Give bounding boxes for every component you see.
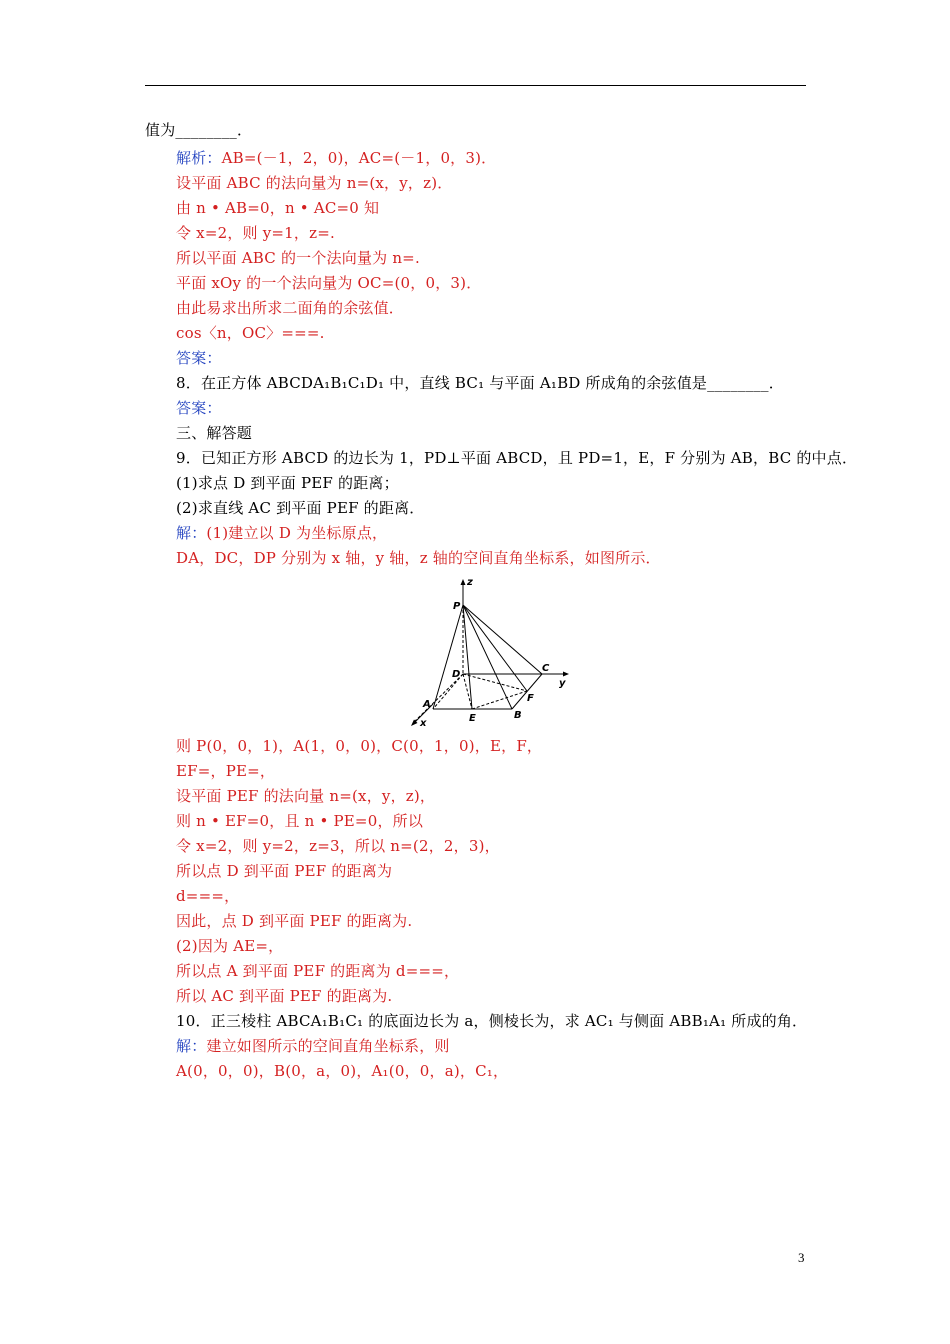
text-segment: 三、解答题 — [176, 424, 253, 442]
text-line — [145, 120, 252, 140]
text-line — [176, 548, 661, 568]
label-A: A — [423, 699, 431, 710]
text-segment: 平面 xOy 的一个法向量为 OC=(0，0，3)． — [176, 274, 482, 292]
text-segment: 所以平面 ABC 的一个法向量为 n=. — [176, 249, 420, 267]
text-line — [176, 373, 784, 393]
text-line — [176, 448, 857, 468]
text-segment: 值为________． — [145, 121, 253, 139]
label-B: B — [514, 710, 522, 721]
label-z: z — [467, 577, 473, 588]
text-line — [176, 836, 500, 856]
edge-DF — [463, 674, 527, 691]
text-line — [176, 811, 423, 831]
text-line — [176, 198, 379, 218]
label-E: E — [469, 713, 476, 724]
text-line — [176, 786, 435, 806]
label-y: y — [559, 678, 566, 689]
text-segment: 解析： — [176, 149, 222, 167]
text-segment: 8．在正方体 ABCDA₁B₁C₁D₁ 中，直线 BC₁ 与平面 A₁BD 所成角的余弦值是________． — [176, 374, 784, 392]
text-segment: 10．正三棱柱 ABCA₁B₁C₁ 的底面边长为 a，侧棱长为，求 AC₁ 与侧面 ABB₁A₁ 所成的角． — [176, 1012, 808, 1030]
text-segment: 由 n • AB=0，n • AC=0 知 — [176, 199, 380, 217]
text-segment: DA，DC，DP 分别为 x 轴，y 轴，z 轴的空间直角坐标系，如图所示． — [176, 549, 661, 567]
text-line — [176, 1061, 508, 1081]
label-F: F — [527, 693, 534, 704]
text-line — [176, 348, 222, 368]
text-segment: 因此，点 D 到平面 PEF 的距离为. — [176, 912, 413, 930]
label-C: C — [542, 663, 550, 674]
text-line — [176, 936, 283, 956]
text-line — [176, 886, 239, 906]
edge-EF — [472, 691, 527, 709]
text-line — [176, 173, 453, 193]
text-segment: 答案： — [176, 349, 222, 367]
text-segment: A(0，0，0)，B(0，a，0)，A₁(0，0，a)，C₁， — [176, 1062, 509, 1080]
text-line — [176, 323, 325, 343]
text-line — [176, 911, 412, 931]
label-x: x — [420, 718, 427, 729]
text-line — [176, 498, 424, 518]
text-line — [176, 473, 399, 493]
text-segment: 解： — [176, 1037, 207, 1055]
text-segment: 由此易求出所求二面角的余弦值． — [176, 299, 405, 317]
text-line — [176, 1036, 450, 1056]
edge-PC — [463, 605, 542, 674]
text-segment: 令 x=2，则 y=2，z=3，所以 n=(2，2，3)， — [176, 837, 500, 855]
text-line — [176, 148, 496, 168]
pyramid-figure — [405, 573, 585, 733]
text-segment: (2)因为 AE=， — [176, 937, 284, 955]
header-rule — [145, 85, 806, 86]
text-line — [176, 523, 387, 543]
text-line — [176, 986, 392, 1006]
text-line — [176, 398, 222, 418]
text-line — [176, 736, 542, 756]
x-axis — [415, 674, 463, 721]
text-segment: (1)建立以 D 为坐标原点， — [206, 524, 388, 542]
text-segment: d===， — [176, 887, 240, 905]
text-line — [176, 298, 404, 318]
text-segment: 设平面 ABC 的法向量为 n=(x，y，z)． — [176, 174, 453, 192]
text-segment: 解： — [176, 524, 207, 542]
label-P: P — [453, 601, 461, 612]
text-line — [176, 1011, 807, 1031]
text-line — [176, 423, 252, 443]
text-line — [176, 273, 481, 293]
text-segment: 所以点 D 到平面 PEF 的距离为 — [176, 862, 393, 880]
text-segment: cos〈n，OC〉===. — [176, 324, 325, 342]
text-segment: 所以 AC 到平面 PEF 的距离为. — [176, 987, 393, 1005]
text-segment: 则 n • EF=0，且 n • PE=0，所以 — [176, 812, 424, 830]
text-segment: 建立如图所示的空间直角坐标系，则 — [206, 1037, 450, 1055]
label-D: D — [452, 669, 461, 680]
edge-PA — [433, 605, 463, 709]
text-line — [176, 223, 335, 243]
text-segment: 设平面 PEF 的法向量 n=(x，y，z)， — [176, 787, 436, 805]
text-segment: (1)求点 D 到平面 PEF 的距离； — [176, 474, 399, 492]
page-number: 3 — [798, 1250, 805, 1265]
text-segment: 所以点 A 到平面 PEF 的距离为 d===， — [176, 962, 460, 980]
text-segment: 9．已知正方形 ABCD 的边长为 1，PD⊥平面 ABCD，且 PD=1，E，F 分别为 AB，BC 的中点． — [176, 449, 858, 467]
text-line — [176, 761, 275, 781]
text-segment: 答案： — [176, 399, 222, 417]
text-segment: EF=，PE=， — [176, 762, 276, 780]
text-segment: 令 x=2，则 y=1，z=. — [176, 224, 335, 242]
text-line — [176, 861, 392, 881]
text-segment: 则 P(0，0，1)，A(1，0，0)，C(0，1，0)，E，F， — [176, 737, 543, 755]
text-line — [176, 248, 420, 268]
text-segment: (2)求直线 AC 到平面 PEF 的距离． — [176, 499, 425, 517]
text-segment: AB=(－1，2，0)，AC=(－1，0，3)． — [221, 149, 497, 167]
edge-PF — [463, 605, 527, 691]
text-line — [176, 961, 459, 981]
